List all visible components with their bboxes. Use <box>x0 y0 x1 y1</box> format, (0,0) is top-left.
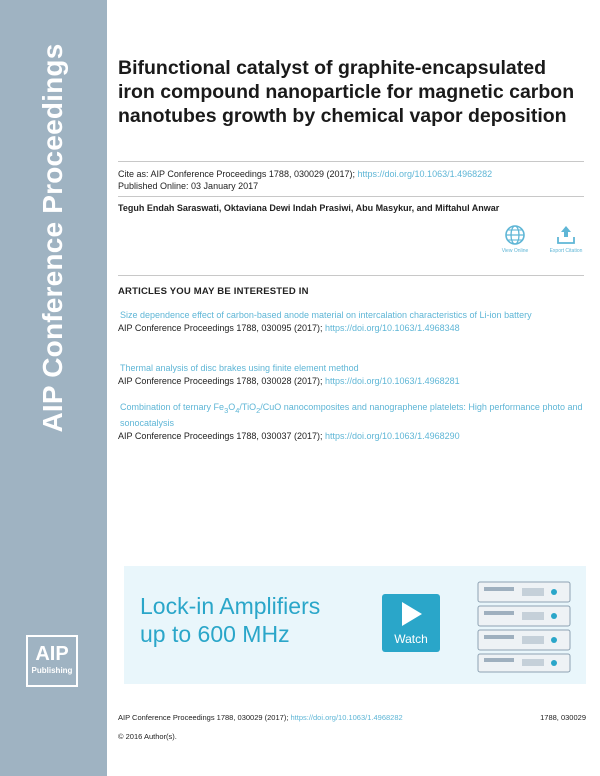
related-article-title-2[interactable]: Thermal analysis of disc brakes using finite element method <box>120 363 359 373</box>
cite-divider <box>118 196 584 197</box>
paper-doi-link[interactable]: https://doi.org/10.1063/1.4968282 <box>357 169 493 179</box>
ad-line-1: Lock-in Amplifiers <box>140 593 321 619</box>
lock-in-amplifier-instrument-image <box>472 576 577 676</box>
logo-main-text: AIP <box>35 643 69 665</box>
related-article-2 <box>118 362 584 388</box>
related-article-doi-3[interactable]: https://doi.org/10.1063/1.4968290 <box>325 430 460 441</box>
export-citation-button[interactable] <box>546 224 586 254</box>
cite-text: Cite as: AIP Conference Proceedings 1788, 030029 (2017); <box>118 169 355 179</box>
footer-cite-text: AIP Conference Proceedings 1788, 030029 (2017); <box>118 713 289 722</box>
related-article-cite-3: AIP Conference Proceedings 1788, 030037 (2017); <box>118 430 323 441</box>
aip-publishing-logo[interactable] <box>26 635 78 687</box>
ad-line-2: up to 600 MHz <box>140 621 290 647</box>
view-online-button[interactable] <box>495 224 535 254</box>
related-article-title-3[interactable]: Combination of ternary $Fe_3O_4/TiO_2$/CuO nanocomposites and nanographene platelets: High performance photo and sonocatalysis <box>120 402 583 428</box>
ad-headline <box>140 592 320 648</box>
play-icon <box>382 594 440 634</box>
logo-sub-text: Publishing <box>31 666 73 675</box>
citation-block <box>118 168 492 192</box>
watch-label: Watch <box>394 632 428 646</box>
footer-page-number: 1788, 030029 <box>540 713 586 722</box>
related-articles-heading: ARTICLES YOU MAY BE INTERESTED IN <box>118 286 309 297</box>
journal-name: AIP Conference Proceedings <box>37 43 68 433</box>
globe-icon <box>504 224 526 246</box>
export-icon <box>555 224 577 246</box>
advertisement-banner[interactable] <box>124 566 586 684</box>
related-article-doi-2[interactable]: https://doi.org/10.1063/1.4968281 <box>325 376 460 386</box>
copyright: © 2016 Author(s). <box>118 732 177 741</box>
journal-sidebar <box>0 0 107 776</box>
related-article-cite-1: AIP Conference Proceedings 1788, 030095 (2017); <box>118 323 323 333</box>
title-divider <box>118 161 584 162</box>
view-online-label: View Online <box>501 248 529 254</box>
related-article-cite-2: AIP Conference Proceedings 1788, 030028 (2017); <box>118 376 323 386</box>
related-article-title-1[interactable]: Size dependence effect of carbon-based anode material on intercalation characteristics of Li-ion battery <box>120 310 532 320</box>
related-article-doi-1[interactable]: https://doi.org/10.1063/1.4968348 <box>325 323 460 333</box>
related-article-3 <box>118 401 584 443</box>
authors: Teguh Endah Saraswati, Oktaviana Dewi Indah Prasiwi, Abu Masykur, and Miftahul Anwar <box>118 203 500 213</box>
published-date: Published Online: 03 January 2017 <box>118 181 259 191</box>
export-citation-label: Export Citation <box>549 248 583 254</box>
related-article-1 <box>118 309 584 335</box>
paper-title: Bifunctional catalyst of graphite-encapsulated iron compound nanoparticle for magnetic carbon nanotubes growth by chemical vapor deposition <box>118 57 575 127</box>
footer-doi-link[interactable]: https://doi.org/10.1063/1.4968282 <box>290 713 403 722</box>
section-divider <box>118 275 584 276</box>
watch-video-button[interactable] <box>382 594 440 652</box>
footer-citation <box>118 713 403 722</box>
